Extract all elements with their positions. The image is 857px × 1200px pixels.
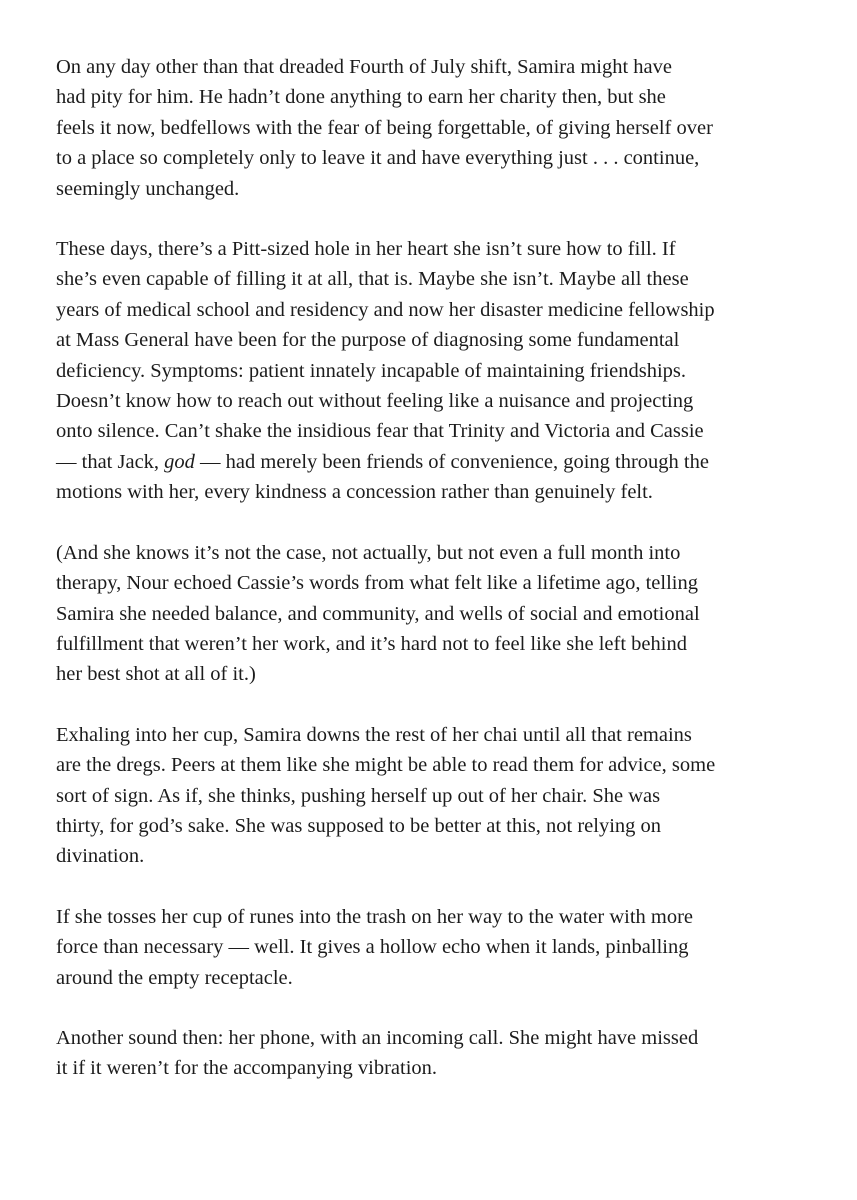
text-line: thirty, for god’s sake. She was supposed to be better at this, not relying on xyxy=(56,814,662,837)
text-line: On any day other than that dreaded Fourth of July shift, Samira might have xyxy=(56,56,673,78)
paragraph-1 xyxy=(56,52,814,204)
italic-word: god xyxy=(164,450,195,473)
text-line: fulfillment that weren’t her work, and it’s hard not to feel like she left behind xyxy=(56,632,687,655)
text-line: it if it weren’t for the accompanying vibration. xyxy=(56,1057,438,1080)
text-line-with-italic xyxy=(56,447,814,477)
text-line: therapy, Nour echoed Cassie’s words from what felt like a lifetime ago, telling xyxy=(56,572,698,595)
text-line: divination. xyxy=(56,845,145,868)
text-line: are the dregs. Peers at them like she might be able to read them for advice, some xyxy=(56,754,716,777)
text-line: Exhaling into her cup, Samira downs the rest of her chai until all that remains xyxy=(56,723,692,746)
text-line: around the empty receptacle. xyxy=(56,966,293,989)
text-line: at Mass General have been for the purpose of diagnosing some fundamental xyxy=(56,329,680,352)
text-line: had pity for him. He hadn’t done anything to earn her charity then, but she xyxy=(56,86,666,109)
text-line: (And she knows it’s not the case, not actually, but not even a full month into xyxy=(56,541,681,564)
text-segment: — that Jack, xyxy=(56,450,165,473)
paragraph-6 xyxy=(56,1023,814,1084)
text-line: onto silence. Can’t shake the insidious fear that Trinity and Victoria and Cassie xyxy=(56,420,704,443)
paragraph-3 xyxy=(56,538,814,690)
text-line: Samira she needed balance, and community, and wells of social and emotional xyxy=(56,602,700,625)
text-line: If she tosses her cup of runes into the trash on her way to the water with more xyxy=(56,905,694,928)
text-segment: — had merely been friends of convenience, going through the xyxy=(194,450,709,473)
paragraph-5 xyxy=(56,902,814,993)
text-line: motions with her, every kindness a concession rather than genuinely felt. xyxy=(56,481,653,504)
text-line: These days, there’s a Pitt-sized hole in her heart she isn’t sure how to fill. If xyxy=(56,238,676,261)
text-line: deficiency. Symptoms: patient innately incapable of maintaining friendships. xyxy=(56,359,687,382)
text-line: she’s even capable of filling it at all, that is. Maybe she isn’t. Maybe all these xyxy=(56,268,689,291)
paragraph-2 xyxy=(56,234,814,508)
text-line: years of medical school and residency and now her disaster medicine fellowship xyxy=(56,298,715,321)
text-line: her best shot at all of it.) xyxy=(56,663,256,686)
text-line: feels it now, bedfellows with the fear of being forgettable, of giving herself over xyxy=(56,116,713,139)
paragraph-4 xyxy=(56,720,814,872)
text-line: force than necessary — well. It gives a hollow echo when it lands, pinballing xyxy=(56,936,689,959)
text-line: Doesn’t know how to reach out without feeling like a nuisance and projecting xyxy=(56,390,694,413)
text-line: seemingly unchanged. xyxy=(56,177,240,200)
text-line: to a place so completely only to leave it and have everything just . . . continue, xyxy=(56,147,700,170)
text-line: Another sound then: her phone, with an incoming call. She might have missed xyxy=(56,1026,699,1049)
text-line: sort of sign. As if, she thinks, pushing herself up out of her chair. She was xyxy=(56,784,661,807)
document-page xyxy=(56,52,814,1114)
